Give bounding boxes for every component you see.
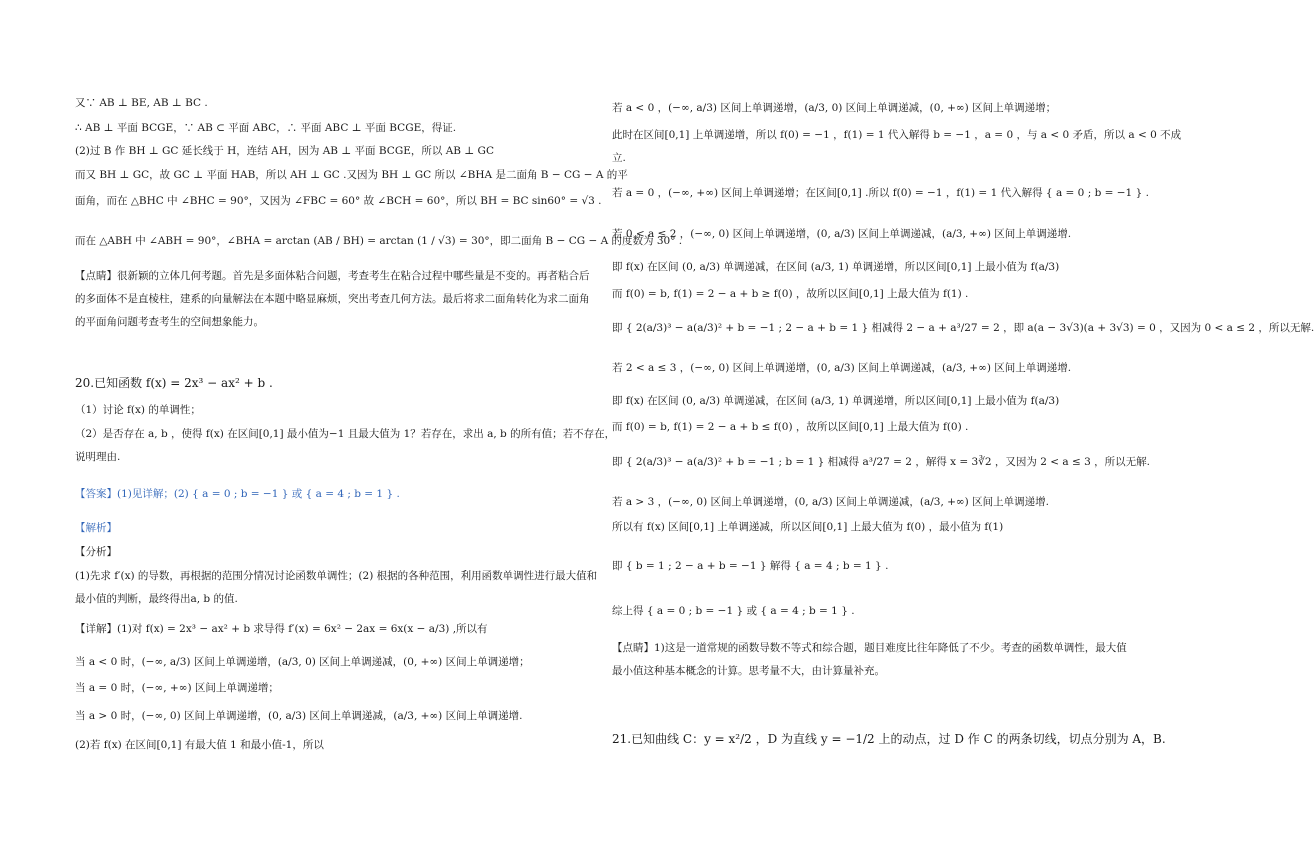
- left-line-13: 【答案】(1)见详解；(2) { a = 0 ; b = −1 } 或 { a = 4 ; b = 1 } .: [75, 488, 400, 500]
- left-line-19: 当 a < 0 时，(−∞, a/3) 区间上单调递增，(a/3, 0) 区间上单调递减，(0, +∞) 区间上单调递增；: [75, 656, 530, 668]
- left-line-11: （2）是否存在 a, b ，使得 f(x) 在区间[0,1] 最小值为−1 且最大值为 1？若存在，求出 a, b 的所有值；若不存在，: [75, 428, 616, 440]
- left-line-5: 而在 △ABH 中 ∠ABH = 90°，∠BHA = arctan (AB / BH) = arctan (1 / √3) = 30°，即二面角 B − CG − A 的度数为 30° .: [75, 235, 683, 247]
- left-line-18: 【详解】(1)对 f(x) = 2x³ − ax² + b 求导得 f′(x) = 6x² − 2ax = 6x(x − a/3) ,所以有: [75, 623, 488, 635]
- right-line-14: 即 { b = 1 ; 2 − a + b = −1 } 解得 { a = 4 ; b = 1 } .: [612, 560, 889, 572]
- right-line-4: 若 0 < a ≤ 2 ，(−∞, 0) 区间上单调递增，(0, a/3) 区间上单调递减，(a/3, +∞) 区间上单调递增.: [612, 228, 1072, 240]
- left-line-6: 【点睛】很新颖的立体几何考题。首先是多面体粘合问题，考查考生在粘合过程中哪些量是不变的。再者粘合后: [75, 270, 590, 282]
- left-line-0: 又∵ AB ⊥ BE, AB ⊥ BC .: [75, 97, 208, 109]
- left-line-3: 而又 BH ⊥ GC，故 GC ⊥ 平面 HAB，所以 AH ⊥ GC .又因为 BH ⊥ GC 所以 ∠BHA 是二面角 B − CG − A 的平: [75, 169, 628, 181]
- right-line-18: 21.已知曲线 C：y = x²/2 ，D 为直线 y = −1/2 上的动点，过 D 作 C 的两条切线，切点分别为 A，B.: [612, 732, 1166, 746]
- left-line-17: 最小值的判断，最终得出a, b 的值.: [75, 593, 238, 605]
- left-line-21: 当 a > 0 时，(−∞, 0) 区间上单调递增，(0, a/3) 区间上单调递减，(a/3, +∞) 区间上单调递增.: [75, 710, 523, 722]
- left-line-9: 20.已知函数 f(x) = 2x³ − ax² + b .: [75, 376, 273, 390]
- left-line-14: 【解析】: [75, 522, 117, 534]
- right-line-9: 即 f(x) 在区间 (0, a/3) 单调递减，在区间 (a/3, 1) 单调递增，所以区间[0,1] 上最小值为 f(a/3): [612, 395, 1060, 407]
- right-line-13: 所以有 f(x) 区间[0,1] 上单调递减，所以区间[0,1] 上最大值为 f(0) ，最小值为 f(1): [612, 521, 1004, 533]
- right-line-3: 若 a = 0 ，(−∞, +∞) 区间上单调递增；在区间[0,1] .所以 f(0) = −1 ，f(1) = 1 代入解得 { a = 0 ; b = −1 } .: [612, 187, 1149, 199]
- right-line-8: 若 2 < a ≤ 3 ，(−∞, 0) 区间上单调递增，(0, a/3) 区间上单调递减，(a/3, +∞) 区间上单调递增.: [612, 362, 1072, 374]
- right-line-16: 【点睛】1)这是一道常规的函数导数不等式和综合题，题目难度比往年降低了不少。考查的函数单调性，最大值: [612, 642, 1127, 654]
- right-line-1: 此时在区间[0,1] 上单调递增，所以 f(0) = −1 ，f(1) = 1 代入解得 b = −1 ，a = 0 ，与 a < 0 矛盾，所以 a < 0 不成: [612, 129, 1182, 141]
- left-line-12: 说明理由.: [75, 451, 121, 463]
- right-line-6: 而 f(0) = b, f(1) = 2 − a + b ≥ f(0) ，故所以区间[0,1] 上最大值为 f(1) .: [612, 288, 969, 300]
- right-line-12: 若 a > 3 ，(−∞, 0) 区间上单调递增，(0, a/3) 区间上单调递减，(a/3, +∞) 区间上单调递增.: [612, 496, 1049, 508]
- left-line-8: 的平面角问题考查考生的空间想象能力。: [75, 316, 264, 328]
- left-line-2: (2)过 B 作 BH ⊥ GC 延长线于 H，连结 AH，因为 AB ⊥ 平面 BCGE，所以 AB ⊥ GC: [75, 145, 494, 157]
- left-line-7: 的多面体不是直棱柱，建系的向量解法在本题中略显麻烦，突出考查几何方法。最后将求二面角转化为求二面角: [75, 293, 590, 305]
- left-line-1: ∴ AB ⊥ 平面 BCGE，∵ AB ⊂ 平面 ABC，∴ 平面 ABC ⊥ 平面 BCGE，得证.: [75, 122, 457, 134]
- right-line-0: 若 a < 0 ，(−∞, a/3) 区间上单调递增，(a/3, 0) 区间上单调递减，(0, +∞) 区间上单调递增；: [612, 102, 1057, 114]
- left-line-16: (1)先求 f′(x) 的导数，再根据的范围分情况讨论函数单调性；(2) 根据的各种范围，利用函数单调性进行最大值和: [75, 570, 598, 582]
- right-line-11: 即 { 2(a/3)³ − a(a/3)² + b = −1 ; b = 1 } 相减得 a³/27 = 2 ，解得 x = 3∛2 ，又因为 2 < a ≤ 3 ，所以无解.: [612, 456, 1151, 468]
- left-line-22: (2)若 f(x) 在区间[0,1] 有最大值 1 和最小值-1，所以: [75, 739, 324, 751]
- left-line-10: （1）讨论 f(x) 的单调性；: [75, 404, 201, 416]
- right-line-17: 最小值这种基本概念的计算。思考量不大，由计算量补充。: [612, 665, 885, 677]
- right-line-10: 而 f(0) = b, f(1) = 2 − a + b ≤ f(0) ，故所以区间[0,1] 上最大值为 f(0) .: [612, 421, 969, 433]
- left-line-4: 面角，而在 △BHC 中 ∠BHC = 90°，又因为 ∠FBC = 60° 故 ∠BCH = 60°，所以 BH = BC sin60° = √3 .: [75, 195, 602, 207]
- left-line-20: 当 a = 0 时，(−∞, +∞) 区间上单调递增；: [75, 682, 279, 694]
- right-line-15: 综上得 { a = 0 ; b = −1 } 或 { a = 4 ; b = 1 } .: [612, 605, 855, 617]
- right-line-2: 立.: [612, 152, 626, 164]
- left-line-15: 【分析】: [75, 546, 117, 558]
- right-line-5: 即 f(x) 在区间 (0, a/3) 单调递减，在区间 (a/3, 1) 单调递增，所以区间[0,1] 上最小值为 f(a/3): [612, 261, 1060, 273]
- right-line-7: 即 { 2(a/3)³ − a(a/3)² + b = −1 ; 2 − a + b = 1 } 相减得 2 − a + a³/27 = 2 ，即 a(a − 3√3)(a + 3√3) = 0 ，又因为 0 < a ≤ 2 ，所以无解.: [612, 322, 1314, 334]
